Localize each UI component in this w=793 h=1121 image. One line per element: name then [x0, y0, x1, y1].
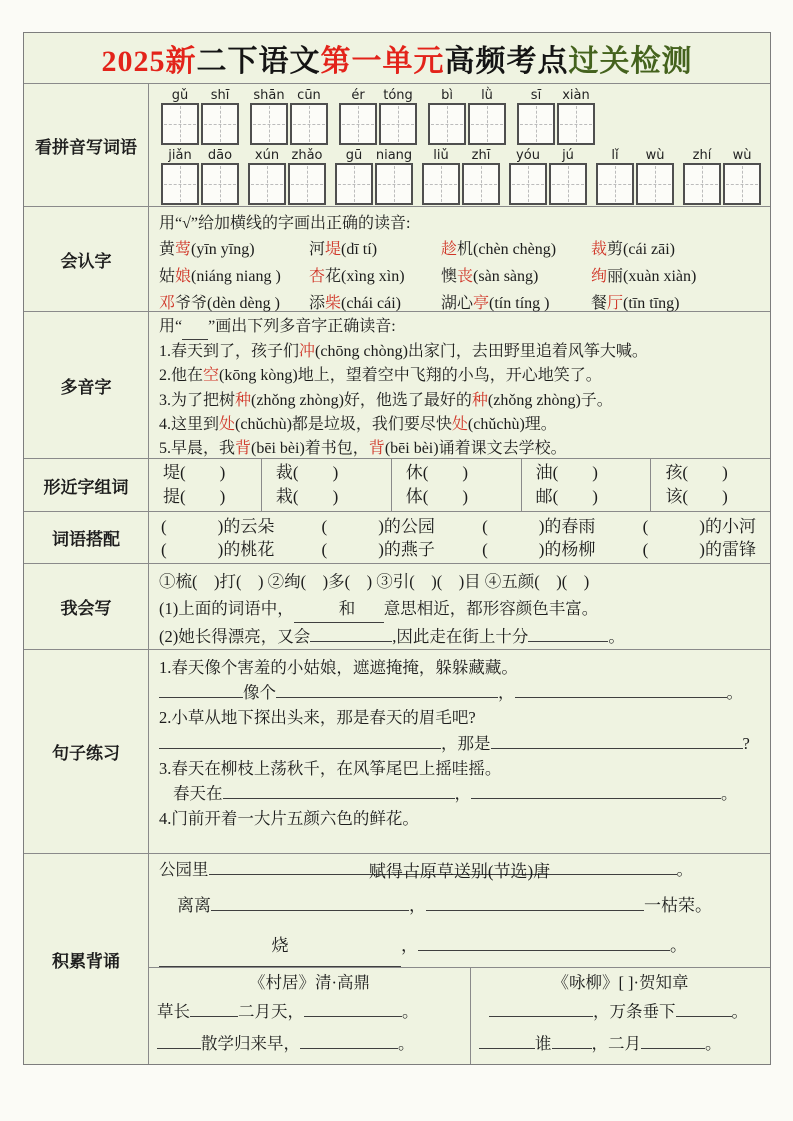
collocation-blank[interactable]: ( )的燕子 — [321, 540, 435, 559]
poem-text: 一枯荣。 — [644, 896, 712, 915]
reading-choice[interactable] — [441, 264, 591, 289]
instr-pre: 用“ — [159, 318, 183, 335]
pinyin-syllable: lǐ — [611, 148, 619, 163]
pinyin-word-group — [339, 88, 417, 145]
sentence-text: ，那是 — [441, 733, 491, 753]
pinyin-options: (dèn dèng ) — [207, 295, 280, 312]
polyphone-sentence[interactable] — [159, 437, 764, 461]
section-label-huixie: 我会写 — [24, 564, 149, 649]
char-red: 处 — [219, 415, 236, 433]
section-label-beisong: 积累背诵 — [24, 854, 149, 1064]
sentence-text: (kōng kòng)地上，望着空中飞翔的小鸟，开心地笑了。 — [219, 367, 602, 385]
cunju-line-2 — [157, 1028, 462, 1060]
answer-blank[interactable] — [159, 734, 441, 749]
char-black: 爷爷 — [175, 295, 208, 312]
pinyin-syllable: tóng — [383, 88, 413, 103]
char-red: 柴 — [325, 295, 342, 312]
section-similar-chars — [24, 458, 770, 511]
answer-blank[interactable] — [528, 627, 608, 642]
sentence-text: (bēi bèi)着书包， — [251, 440, 369, 458]
recitation-exercise — [149, 854, 770, 1064]
polyphone-sentence[interactable] — [159, 413, 764, 437]
writing-box[interactable] — [201, 163, 239, 205]
similar-char-pair[interactable] — [651, 459, 770, 511]
char-red: 种 — [235, 391, 252, 409]
answer-blank[interactable] — [223, 784, 455, 799]
similar-char-pair[interactable] — [522, 459, 652, 511]
similar-chars-exercise — [149, 459, 770, 511]
title-segment: 二下语文 — [196, 45, 321, 78]
char-red: 冲 — [299, 343, 316, 361]
recognize-grid — [159, 237, 764, 316]
pinyin-word-group — [596, 148, 674, 205]
char-black: 花 — [325, 268, 342, 285]
answer-blank[interactable] — [157, 1034, 201, 1049]
poem-text: 谁 — [535, 1034, 552, 1053]
section-label-renzi: 会认字 — [24, 207, 149, 311]
char-black: 餐 — [591, 295, 608, 312]
sentence-text: (chǔchù)理。 — [467, 415, 557, 433]
pinyin-word-group — [428, 88, 506, 145]
pinyin-syllable: yóu — [516, 148, 540, 163]
reading-choice[interactable] — [159, 237, 309, 262]
answer-blank[interactable] — [276, 683, 498, 698]
pinyin-word-group — [683, 148, 761, 205]
answer-blank[interactable] — [159, 683, 243, 698]
writing-box[interactable] — [462, 163, 500, 205]
char-red: 处 — [451, 415, 468, 433]
answer-blank[interactable] — [491, 734, 743, 749]
polyphone-exercise — [149, 312, 770, 458]
sentence-text: 春天在 — [173, 784, 223, 804]
pinyin-word-group — [517, 88, 595, 145]
answer-blank[interactable] — [515, 683, 727, 698]
writing-box[interactable] — [290, 103, 328, 145]
polyphone-sentence[interactable] — [159, 389, 764, 413]
section-label-duoyin: 多音字 — [24, 312, 149, 458]
pinyin-word-group — [250, 88, 328, 145]
char-red: 堤 — [325, 241, 342, 258]
section-i-can-write — [24, 563, 770, 649]
example-sentence-2: 2.小草从地下探出头来，那是春天的眉毛吧? — [159, 708, 476, 728]
fill-sentence-1 — [159, 595, 762, 623]
pinyin-syllable: liǔ — [433, 148, 449, 163]
collocation-row — [161, 515, 756, 538]
collocation-blank[interactable]: ( )的雷锋 — [642, 540, 756, 559]
char-word-blank[interactable]: 孩( ) — [665, 463, 728, 482]
title-segment: 2025新 — [101, 45, 197, 78]
writing-box[interactable] — [549, 163, 587, 205]
collocation-blank[interactable]: ( )的公园 — [321, 517, 435, 536]
answer-blank[interactable] — [418, 936, 670, 951]
similar-char-pair[interactable] — [149, 459, 262, 511]
pinyin-row-1 — [161, 88, 770, 145]
poem-text: 。 — [670, 936, 687, 955]
sentence-text: (chōng chòng)出家门，去田野里追着风筝大喊。 — [315, 343, 648, 361]
reading-choice[interactable] — [159, 264, 309, 289]
writing-box[interactable] — [201, 103, 239, 145]
section-recognize-chars — [24, 206, 770, 311]
pinyin-syllable: zhī — [471, 148, 491, 163]
writing-box[interactable] — [248, 163, 286, 205]
answer-blank[interactable] — [190, 1002, 238, 1017]
pinyin-syllable: cūn — [297, 88, 321, 103]
reading-choice[interactable] — [591, 237, 764, 262]
title-segment: 高频考点 — [444, 45, 569, 78]
section-label-xingjin: 形近字组词 — [24, 459, 149, 511]
poem-text: 草长 — [157, 1002, 190, 1021]
poem-text: 散学归来早， — [201, 1034, 300, 1053]
pinyin-row-2 — [161, 148, 770, 205]
sentence-text: ,因此走在街上十分 — [392, 627, 529, 646]
poem-grass-title: 赋得古原草送别(节选)唐 — [368, 862, 551, 881]
polyphone-instructions — [159, 315, 764, 340]
pinyin-syllable: ér — [351, 88, 365, 103]
recognize-exercise — [149, 207, 770, 311]
poem-cunju — [149, 968, 471, 1064]
char-red: 背 — [235, 440, 252, 458]
answer-blank[interactable] — [310, 627, 392, 642]
char-red: 娘 — [175, 268, 192, 285]
char-red: 绚 — [591, 268, 608, 285]
pinyin-syllable: niang — [375, 148, 413, 163]
sentence-text: ， — [498, 683, 515, 703]
char-word-blank[interactable]: 栽( ) — [275, 487, 339, 506]
writing-box[interactable] — [161, 163, 199, 205]
char-black: 湖心 — [441, 295, 474, 312]
sentence-text: 1.春天到了，孩子们 — [159, 343, 300, 361]
char-word-blank[interactable]: 裁( ) — [275, 463, 339, 482]
reading-choice[interactable] — [441, 237, 591, 262]
pinyin-options: (dī tí) — [341, 241, 378, 258]
pinyin-syllable: wù — [732, 148, 752, 163]
section-pinyin-words — [24, 83, 770, 206]
char-red: 丧 — [457, 268, 474, 285]
writing-box[interactable] — [517, 103, 555, 145]
pinyin-options: (sàn sàng) — [473, 268, 539, 285]
fill-sentence-2 — [159, 623, 762, 650]
pinyin-options: (niáng niang ) — [191, 268, 281, 285]
cunju-line-1 — [157, 996, 462, 1028]
answer-line-2 — [159, 731, 762, 756]
char-black: 懊 — [441, 268, 458, 285]
example-sentence-1: 1.春天像个害羞的小姑娘，遮遮掩掩，躲躲藏藏。 — [159, 658, 518, 677]
answer-blank[interactable] — [676, 1002, 732, 1017]
writing-box[interactable] — [596, 163, 634, 205]
char-black: 剪 — [607, 241, 624, 258]
reading-choice[interactable] — [309, 237, 441, 262]
sentence-text: 像个 — [243, 683, 276, 703]
pinyin-syllable: jú — [562, 148, 574, 163]
pinyin-syllable: xún — [254, 148, 280, 163]
writing-box[interactable] — [250, 103, 288, 145]
poem-text: 二月天， — [238, 1002, 304, 1021]
similar-char-pair[interactable] — [392, 459, 522, 511]
section-label-pinyin: 看拼音写词语 — [24, 84, 149, 206]
sentence-text: 。 — [676, 860, 693, 880]
poem-yongliu-title: 《咏柳》[ ]·贺知章 — [552, 973, 689, 992]
pinyin-options: (tīn tīng) — [623, 295, 680, 312]
poem-pair-row — [149, 967, 770, 1064]
pinyin-word-group — [509, 148, 587, 205]
char-black: 添 — [309, 295, 326, 312]
pinyin-word-group — [248, 148, 326, 205]
poem-text: 离离 — [177, 896, 211, 915]
sentence-text: (2)她长得漂亮，又会 — [159, 627, 311, 646]
char-black: 黄 — [159, 241, 176, 258]
section-label-dapei: 词语搭配 — [24, 512, 149, 563]
char-red: 杏 — [309, 268, 326, 285]
writing-box[interactable] — [335, 163, 373, 205]
pinyin-exercise — [149, 84, 770, 206]
recognize-instructions: 用“√”给加横线的字画出正确的读音: — [159, 215, 411, 232]
char-word-blank[interactable]: 该( ) — [665, 487, 728, 506]
pinyin-word-group — [161, 148, 239, 205]
writing-box[interactable] — [288, 163, 326, 205]
answer-blank[interactable] — [471, 784, 721, 799]
pinyin-syllable: dāo — [207, 148, 233, 163]
pinyin-options: (yīn yīng) — [191, 241, 255, 258]
char-red: 背 — [368, 440, 385, 458]
similar-chars-grid — [149, 459, 770, 511]
pinyin-syllable: bì — [441, 88, 453, 103]
collocation-blank[interactable]: ( )的桃花 — [161, 540, 275, 559]
answer-blank[interactable] — [479, 1034, 535, 1049]
char-word-blank[interactable]: 体( ) — [405, 487, 469, 506]
sentence-text: 公园里 — [159, 860, 209, 880]
section-collocation — [24, 511, 770, 563]
sentence-text: ? — [742, 733, 750, 753]
sentence-text: 。 — [721, 784, 738, 804]
sentence-text: (bēi bèi)诵着课文去学校。 — [384, 440, 567, 458]
writing-box[interactable] — [428, 103, 466, 145]
poem-cunju-title: 《村居》清·高鼎 — [249, 973, 370, 992]
poem-text: 。 — [402, 1002, 419, 1021]
char-word-blank[interactable]: 油( ) — [535, 463, 598, 482]
sentence-text: (zhǒng zhòng)子。 — [487, 391, 613, 409]
poem-yongliu — [471, 968, 770, 1064]
poem-text: ， — [401, 936, 418, 955]
writing-box[interactable] — [557, 103, 595, 145]
char-red: 亭 — [473, 295, 490, 312]
poem-text: ， — [409, 896, 426, 915]
collocation-blank[interactable]: ( )的杨柳 — [482, 540, 596, 559]
pinyin-syllable: shī — [210, 88, 230, 103]
pinyin-syllable: wù — [645, 148, 665, 163]
pinyin-options: (chèn chèng) — [473, 241, 557, 258]
char-red: 种 — [471, 391, 488, 409]
sentence-text: 3.为了把树 — [159, 391, 236, 409]
char-red: 厅 — [607, 295, 624, 312]
char-red: 莺 — [175, 241, 192, 258]
char-word-blank[interactable]: 提( ) — [163, 487, 226, 506]
char-black: 姑 — [159, 268, 176, 285]
title-segment: 第一单元 — [320, 45, 445, 78]
collocation-row — [161, 538, 756, 561]
pinyin-word-group — [422, 148, 500, 205]
poem-line-2 — [159, 926, 760, 967]
sentence-text: 。 — [608, 627, 625, 646]
poem-text: ，二月 — [591, 1034, 641, 1053]
sentence-text: ， — [454, 784, 471, 804]
section-label-juzi: 句子练习 — [24, 650, 149, 853]
underline-mark — [182, 315, 208, 340]
pinyin-options: (cái zāi) — [623, 241, 675, 258]
char-red: 邓 — [159, 295, 176, 312]
pinyin-syllable: sī — [530, 88, 542, 103]
poem-text: 。 — [398, 1034, 415, 1053]
answer-blank[interactable] — [300, 1034, 398, 1049]
word-completion-line[interactable]: ①梳( )打( ) ②绚( )多( ) ③引( )( )目 ④五颜( )( ) — [159, 572, 590, 591]
pinyin-options: (xuàn xiàn) — [623, 268, 697, 285]
char-red: 空 — [203, 367, 220, 385]
char-black: 丽 — [607, 268, 624, 285]
answer-blank[interactable] — [426, 896, 644, 911]
polyphone-sentence[interactable] — [159, 364, 764, 388]
char-red: 裁 — [591, 241, 608, 258]
section-polyphones — [24, 311, 770, 458]
pinyin-syllable: lǜ — [481, 88, 493, 103]
answer-blank-with-char[interactable]: 烧 — [159, 926, 401, 967]
sentence-text: (chǔchù)都是垃圾，我们要尽快 — [235, 415, 452, 433]
sentence-text: (1)上面的词语中， — [159, 599, 294, 618]
sentence-text: 5.早晨，我 — [159, 440, 236, 458]
example-sentence-4: 4.门前开着一大片五颜六色的鲜花。 — [159, 809, 419, 829]
poem-grass — [149, 854, 770, 967]
sentence-text: 意思相近，都形容颜色丰富。 — [383, 599, 599, 618]
collocation-exercise — [149, 512, 770, 563]
page-title — [24, 33, 770, 83]
writing-box[interactable] — [468, 103, 506, 145]
instr-post: ”画出下列多音字正确读音: — [208, 318, 396, 335]
section-recitation — [24, 853, 770, 1064]
pinyin-options: (tín tíng ) — [489, 295, 550, 312]
pinyin-syllable: zhí — [692, 148, 712, 163]
sentence-text: (zhǒng zhòng)好，他选了最好的 — [251, 391, 472, 409]
pinyin-options: (xìng xìn) — [341, 268, 405, 285]
char-word-blank[interactable]: 休( ) — [405, 463, 469, 482]
char-word-blank[interactable]: 堤( ) — [163, 463, 226, 482]
pinyin-syllable: gǔ — [171, 88, 189, 103]
write-exercise — [149, 564, 770, 649]
writing-box[interactable] — [636, 163, 674, 205]
answer-blank[interactable] — [304, 1002, 402, 1017]
writing-box[interactable] — [723, 163, 761, 205]
pinyin-word-group — [161, 88, 239, 145]
pinyin-syllable: zhǎo — [291, 148, 323, 163]
title-segment: 过关检测 — [568, 45, 693, 78]
pinyin-syllable: shān — [253, 88, 285, 103]
poem-text: 。 — [705, 1034, 722, 1053]
worksheet-table — [23, 32, 771, 1065]
pinyin-syllable: xiàn — [562, 88, 590, 103]
sentence-text: 。 — [726, 683, 743, 703]
example-sentence-3: 3.春天在柳枝上荡秋千，在风筝尾巴上摇哇摇。 — [159, 758, 502, 778]
char-black: 河 — [309, 241, 326, 258]
reading-choice[interactable] — [591, 264, 764, 289]
answer-blank[interactable] — [552, 1034, 592, 1049]
poem-line-1 — [159, 886, 760, 926]
writing-box[interactable] — [422, 163, 460, 205]
writing-box[interactable] — [379, 103, 417, 145]
yongliu-line-2 — [479, 1028, 762, 1060]
writing-box[interactable] — [339, 103, 377, 145]
sentence-text: 4.这里到 — [159, 415, 220, 433]
answer-blank[interactable] — [489, 1002, 593, 1017]
sentence-text: 2.他在 — [159, 367, 204, 385]
pinyin-options: (chái cái) — [341, 295, 401, 312]
collocation-blank[interactable]: ( )的春雨 — [482, 517, 596, 536]
collocation-blank[interactable]: ( )的小河 — [642, 517, 756, 536]
pinyin-word-group — [335, 148, 413, 205]
pinyin-syllable: gū — [345, 148, 363, 163]
writing-box[interactable] — [375, 163, 413, 205]
answer-line-3 — [159, 781, 762, 806]
answer-blank[interactable] — [641, 1034, 705, 1049]
collocation-blank[interactable]: ( )的云朵 — [161, 517, 275, 536]
answer-blank[interactable] — [211, 896, 409, 911]
answer-blank[interactable]: 和 — [294, 595, 384, 623]
reading-choice[interactable] — [309, 264, 441, 289]
writing-box[interactable] — [161, 103, 199, 145]
char-black: 机 — [457, 241, 474, 258]
polyphone-sentence[interactable] — [159, 340, 764, 364]
writing-box[interactable] — [509, 163, 547, 205]
char-red: 趁 — [441, 241, 458, 258]
poem-text: ，万条垂下 — [593, 1002, 676, 1021]
poem-text: 。 — [731, 1002, 748, 1021]
writing-box[interactable] — [683, 163, 721, 205]
char-word-blank[interactable]: 邮( ) — [535, 487, 598, 506]
similar-char-pair[interactable] — [262, 459, 392, 511]
yongliu-line-1 — [479, 996, 762, 1028]
pinyin-syllable: jiǎn — [168, 148, 192, 163]
answer-line-1 — [159, 680, 762, 705]
